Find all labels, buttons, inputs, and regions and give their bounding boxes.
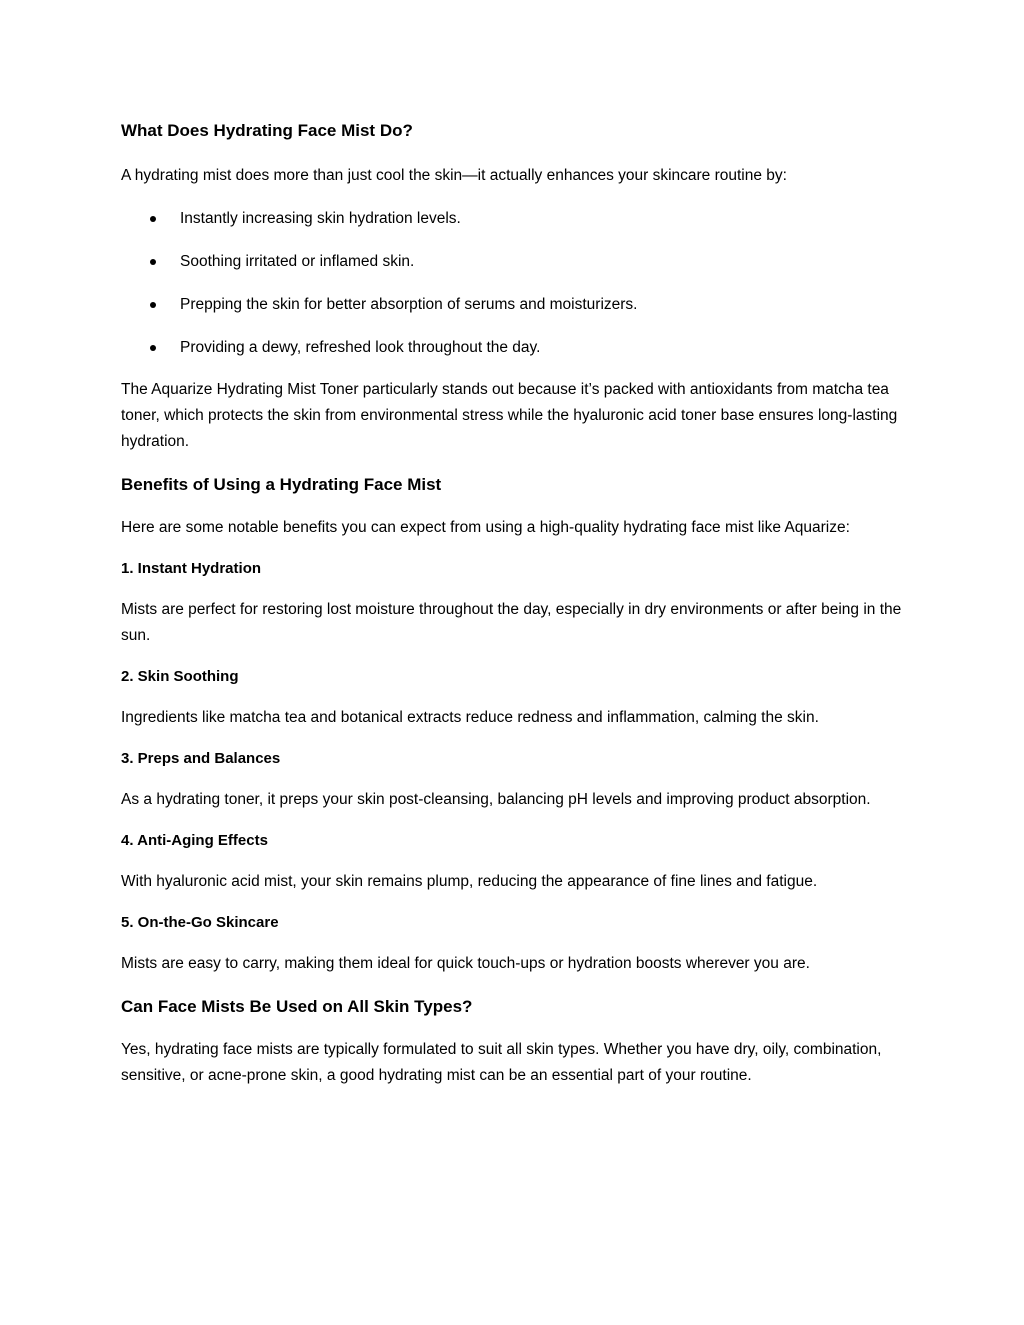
benefit-title: 1. Instant Hydration xyxy=(121,560,262,577)
benefit-text: As a hydrating toner, it preps your skin post-cleansing, balancing pH levels and improving product absorption. xyxy=(121,791,871,808)
section-heading: What Does Hydrating Face Mist Do? xyxy=(121,121,413,140)
section-heading: Can Face Mists Be Used on All Skin Types? xyxy=(121,997,473,1016)
bullet-icon xyxy=(150,345,156,351)
section-heading: Benefits of Using a Hydrating Face Mist xyxy=(121,475,442,494)
benefit-title: 4. Anti-Aging Effects xyxy=(121,832,268,849)
section-paragraph: The Aquarize Hydrating Mist Toner particularly stands out because it’s packed with antioxidants from matcha tea toner, which protects the skin from environmental stress while the hyaluronic acid toner base ensures long-lasting hydration. xyxy=(121,381,898,450)
benefit-title: 5. On-the-Go Skincare xyxy=(121,914,279,931)
list-item-text: Soothing irritated or inflamed skin. xyxy=(180,253,415,270)
section-paragraph: Yes, hydrating face mists are typically formulated to suit all skin types. Whether you have dry, oily, combination, sensitive, or acne-prone skin, a good hydrating mist can be an essential part of your routine. xyxy=(121,1041,882,1084)
bullet-icon xyxy=(150,302,156,308)
benefit-title: 3. Preps and Balances xyxy=(121,750,281,767)
bullet-icon xyxy=(150,259,156,265)
list-item xyxy=(121,206,911,232)
bullet-icon xyxy=(150,216,156,222)
list-item xyxy=(121,249,911,275)
section-intro: Here are some notable benefits you can expect from using a high-quality hydrating face mist like Aquarize: xyxy=(121,519,850,536)
benefit-title: 2. Skin Soothing xyxy=(121,668,239,685)
list-item-text: Instantly increasing skin hydration levels. xyxy=(180,210,461,227)
list-item xyxy=(121,335,911,361)
document-page xyxy=(121,118,911,1089)
list-item-text: Prepping the skin for better absorption of serums and moisturizers. xyxy=(180,296,638,313)
section-intro: A hydrating mist does more than just cool the skin—it actually enhances your skincare routine by: xyxy=(121,167,787,184)
benefit-text: Mists are perfect for restoring lost moisture throughout the day, especially in dry environments or after being in the sun. xyxy=(121,601,902,644)
list-item xyxy=(121,292,911,318)
benefit-text: Ingredients like matcha tea and botanical extracts reduce redness and inflammation, calming the skin. xyxy=(121,709,819,726)
list-item-text: Providing a dewy, refreshed look throughout the day. xyxy=(180,339,541,356)
benefit-text: With hyaluronic acid mist, your skin remains plump, reducing the appearance of fine lines and fatigue. xyxy=(121,873,818,890)
benefit-text: Mists are easy to carry, making them ideal for quick touch-ups or hydration boosts wherever you are. xyxy=(121,955,810,972)
bullet-list xyxy=(121,206,911,361)
